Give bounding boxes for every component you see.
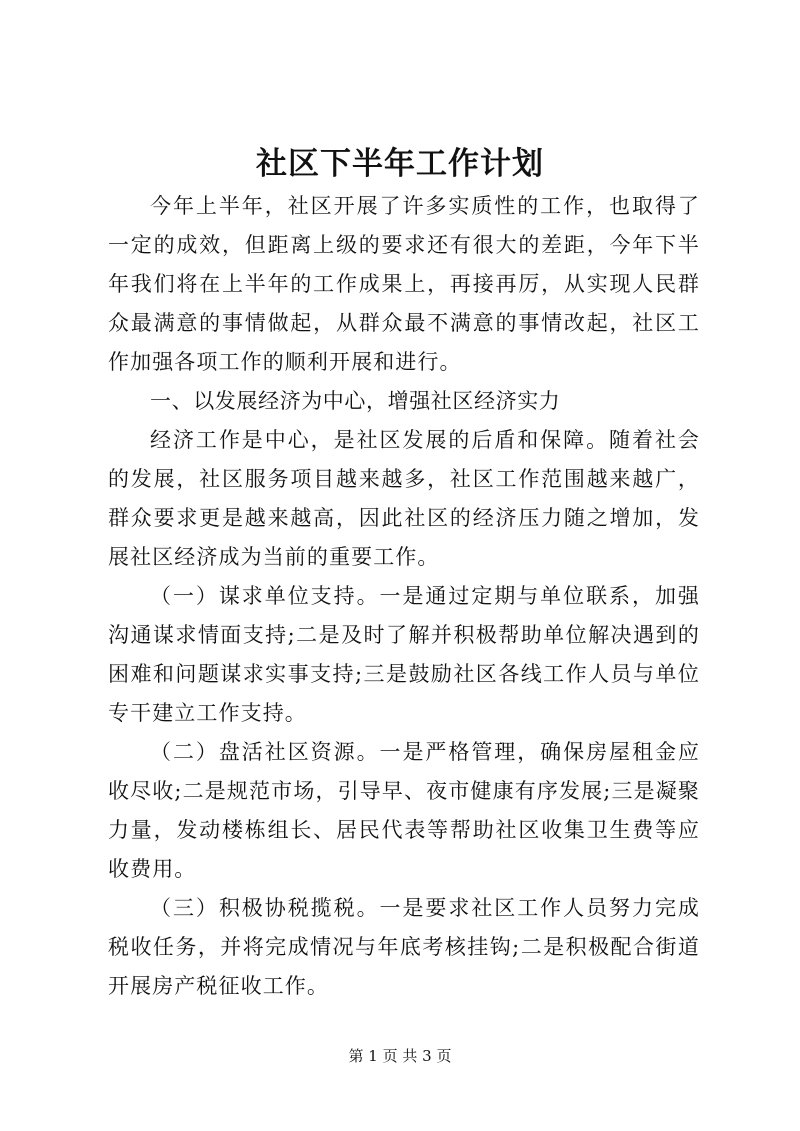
section-heading: 一、以发展经济为中心，增强社区经济实力 xyxy=(150,389,561,413)
intro-paragraph: 今年上半年，社区开展了许多实质性的工作，也取得了一定的成效，但距离上级的要求还有很大的差距，今年下半年我们将在上半年的工作成果上，再接再厉，从实现人民群众最满意的事情做起，从群众最不满意的事情改起，社区工作加强各项工作的顺利开展和进行。 xyxy=(108,194,700,374)
item-1-paragraph: （一）谋求单位支持。一是通过定期与单位联系，加强沟通谋求情面支持;二是及时了解并积极帮助单位解决遇到的困难和问题谋求实事支持;三是鼓励社区各线工作人员与单位专干建立工作支持。 xyxy=(108,584,700,725)
item-2-paragraph: （二）盘活社区资源。一是严格管理，确保房屋租金应收尽收;二是规范市场，引导早、夜市健康有序发展;三是凝聚力量，发动楼栋组长、居民代表等帮助社区收集卫生费等应收费用。 xyxy=(108,740,700,881)
page-footer: 第 1 页 共 3 页 xyxy=(348,1047,452,1065)
page-title: 社区下半年工作计划 xyxy=(256,146,544,182)
item-3-paragraph: （三）积极协税揽税。一是要求社区工作人员努力完成税收任务，并将完成情况与年底考核挂钩;二是积极配合街道开展房产税征收工作。 xyxy=(108,896,700,998)
document-body xyxy=(108,187,700,1006)
economy-paragraph: 经济工作是中心，是社区发展的后盾和保障。随着社会的发展，社区服务项目越来越多，社区工作范围越来越广，群众要求更是越来越高，因此社区的经济压力随之增加，发展社区经济成为当前的重要工作。 xyxy=(108,428,700,569)
